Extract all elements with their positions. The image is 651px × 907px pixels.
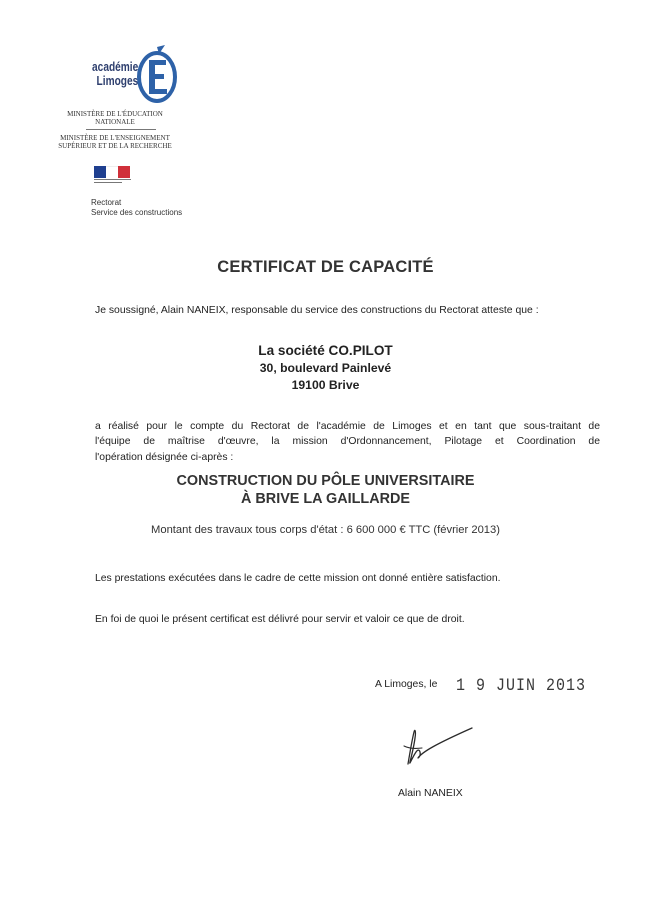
flag-motto-lines <box>94 179 131 186</box>
intro-statement: Je soussigné, Alain NANEIX, responsable du service des constructions du Rectorat atteste que : <box>95 305 539 316</box>
ministry-higher-education: MINISTÈRE DE L'ENSEIGNEMENT SUPÉRIEUR ET DE LA RECHERCHE <box>58 134 172 150</box>
certificate-title: CERTIFICAT DE CAPACITÉ <box>217 258 434 276</box>
academy-logo <box>84 44 176 104</box>
company-address-block <box>0 342 651 394</box>
signer-name: Alain NANEIX <box>398 788 463 799</box>
place-and-date-label: A Limoges, le <box>375 679 438 690</box>
closing-statement: En foi de quoi le présent certificat est délivré pour servir et valoir ce que de droit. <box>95 614 465 625</box>
mission-paragraph <box>95 419 600 465</box>
academy-e-emblem-icon <box>136 44 178 104</box>
project-line-1: CONSTRUCTION DU PÔLE UNIVERSITAIRE <box>176 473 475 489</box>
handwritten-signature-icon <box>392 722 482 774</box>
rectorat-label: Rectorat <box>91 198 122 207</box>
academy-line2: Limoges <box>96 73 138 88</box>
service-label: Service des constructions <box>91 208 183 217</box>
mission-line-3: l'opération désignée ci-après : <box>95 451 234 463</box>
date-stamp: 1 9 JUIN 2013 <box>456 676 587 696</box>
project-title <box>0 472 651 508</box>
academy-line1: académie <box>91 59 138 74</box>
company-city: 19100 Brive <box>291 378 360 392</box>
mission-line-1: a réalisé pour le compte du Rectorat de l'académie de Limoges et en tant que sous-traitant de <box>95 421 600 432</box>
works-amount: Montant des travaux tous corps d'état : 6 600 000 € TTC (février 2013) <box>151 524 500 536</box>
satisfaction-statement: Les prestations exécutées dans le cadre de cette mission ont donné entière satisfaction. <box>95 573 501 584</box>
ministry-education: MINISTÈRE DE L'ÉDUCATION NATIONALE <box>67 110 163 126</box>
project-line-2: À BRIVE LA GAILLARDE <box>241 491 410 507</box>
academy-wordmark <box>92 60 138 88</box>
mission-line-2: l'équipe de maîtrise d'œuvre, la mission d'Ordonnancement, Pilotage et Coordination de <box>95 436 600 448</box>
ministry-divider <box>86 129 156 130</box>
company-name: La société CO.PILOT <box>258 343 393 358</box>
company-street: 30, boulevard Painlevé <box>259 361 392 375</box>
service-block <box>91 198 182 218</box>
republique-francaise-flag-icon <box>94 166 131 188</box>
